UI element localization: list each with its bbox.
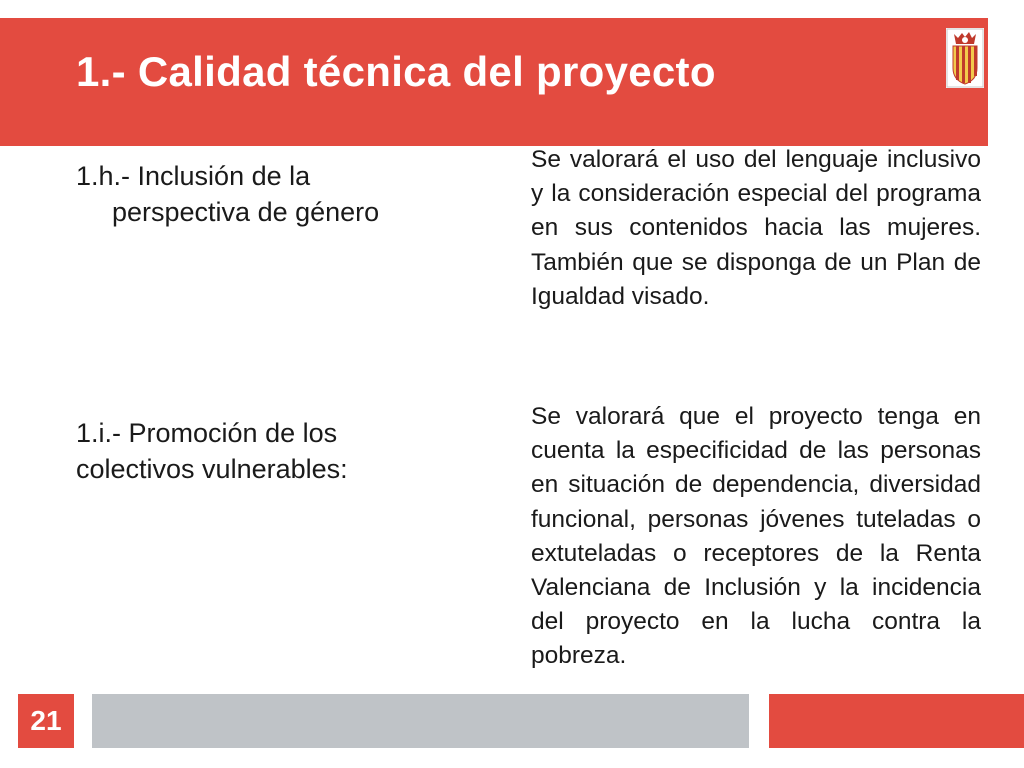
criterion-h-label-line2: perspectiva de género	[112, 197, 380, 227]
criterion-h-label	[76, 158, 379, 230]
criterion-h-description: Se valorará el uso del lenguaje inclusivo y la consideración especial del programa en sus contenidos hacia las mujeres. También que se disponga de un Plan de Igualdad visado.	[531, 146, 981, 310]
criterion-i-description: Se valorará que el proyecto tenga en cuenta la especificidad de las personas en situación de dependencia, diversidad funcional, personas jóvenes tuteladas o extuteladas o receptores de la Renta Valenciana de Inclusión y la incidencia del proyecto en la lucha contra la pobreza.	[531, 403, 981, 670]
page-number: 21	[18, 694, 74, 748]
footer-red-bar	[769, 694, 1024, 748]
footer-gray-bar	[92, 694, 749, 748]
page-title: 1.- Calidad técnica del proyecto	[76, 48, 716, 95]
generalitat-valenciana-logo-icon	[946, 28, 984, 88]
criterion-h-label-line1: 1.h.- Inclusión de la	[76, 161, 311, 191]
criterion-i-label: 1.i.- Promoción de los colectivos vulnerables:	[76, 418, 348, 484]
